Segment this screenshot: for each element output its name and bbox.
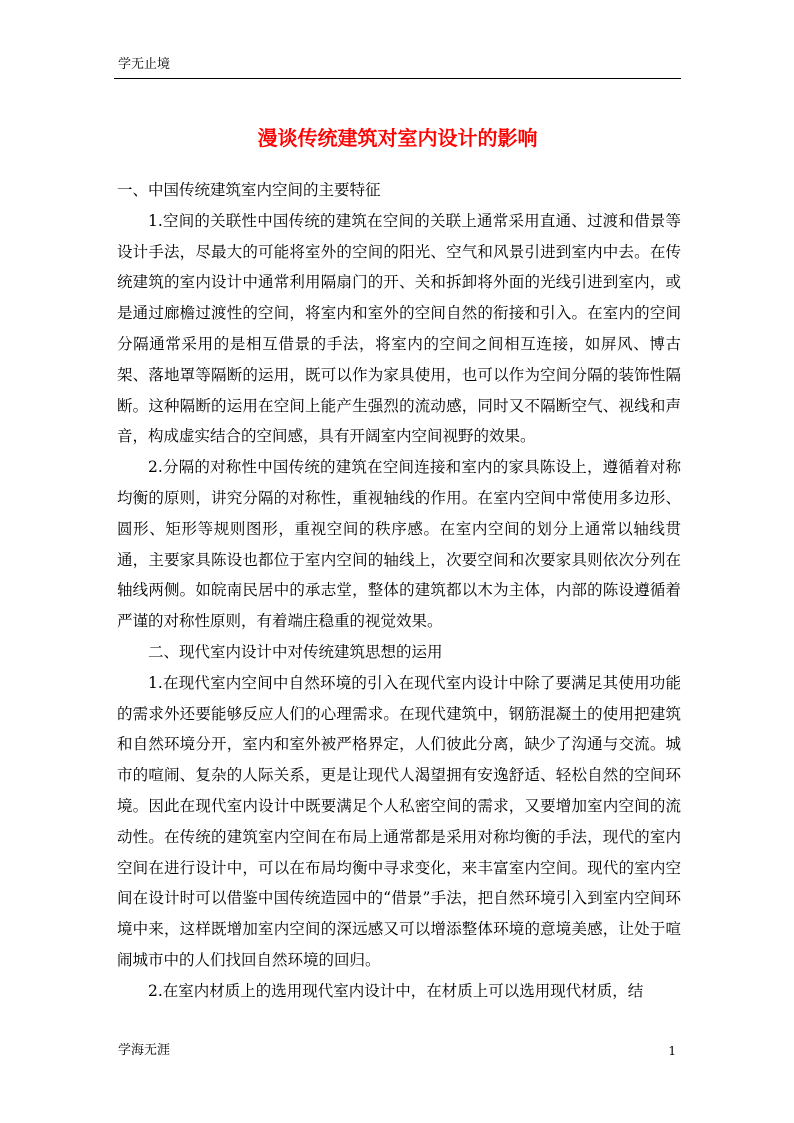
paragraph: 2.在室内材质上的选用现代室内设计中，在材质上可以选用现代材质，结 [148,981,644,1000]
document-body [117,175,681,1007]
paragraph: 1.空间的关联性中国传统的建筑在空间的关联上通常采用直通、过渡和借景等设计手法，尽最大的可能将室外的空间的阳光、空气和风景引进到室内中去。在传统建筑的室内设计中通常利用隔扇门的开、关和拆卸将外面的光线引进到室内，或是通过廊檐过渡性的空间，将室内和室外的空间自然的衔接和引入。在室内的空间分隔通常采用的是相互借景的手法，将室内的空间之间相互连接，如屏风、博古架、落地罩等隔断的运用，既可以作为家具使用，也可以作为空间分隔的装饰性隔断。这种隔断的运用在空间上能产生强烈的流动感，同时又不隔断空气、视线和声音，构成虚实结合的空间感，具有开阔室内空间视野的效果。 [117,211,681,446]
section-heading-2: 二、现代室内设计中对传统建筑思想的运用 [148,642,443,661]
footer-text: 学海无涯 [118,1043,171,1058]
section-heading-1: 一、中国传统建筑室内空间的主要特征 [117,181,381,199]
header-text: 学无止境 [118,57,171,72]
document-title: 漫谈传统建筑对室内设计的影响 [257,126,538,151]
paragraph: 2.分隔的对称性中国传统的建筑在空间连接和室内的家具陈设上，遵循着对称均衡的原则，讲究分隔的对称性，重视轴线的作用。在室内空间中常使用多边形、圆形、矩形等规则图形，重视空间的秩序感。在室内空间的划分上通常以轴线贯通，主要家具陈设也都位于室内空间的轴线上，次要空间和次要家具则依次分列在轴线两侧。如皖南民居中的承志堂，整体的建筑都以木为主体，内部的陈设遵循着严谨的对称性原则，有着端庄稳重的视觉效果。 [117,458,681,631]
page-number: 1 [668,1044,676,1058]
header-divider [114,78,681,79]
paragraph: 1.在现代室内空间中自然环境的引入在现代室内设计中除了要满足其使用功能的需求外还要能够反应人们的心理需求。在现代建筑中，钢筋混凝土的使用把建筑和自然环境分开，室内和室外被严格界定，人们彼此分离，缺少了沟通与交流。城市的喧闹、复杂的人际关系，更是让现代人渴望拥有安逸舒适、轻松自然的空间环境。因此在现代室内设计中既要满足个人私密空间的需求，又要增加室内空间的流动性。在传统的建筑室内空间在布局上通常都是采用对称均衡的手法，现代的室内空间在进行设计中，可以在布局均衡中寻求变化，来丰富室内空间。现代的室内空间在设计时可以借鉴中国传统造园中的“借景”手法，把自然环境引入到室内空间环境中来，这样既增加室内空间的深远感又可以增添整体环境的意境美感，让处于喧闹城市中的人们找回自然环境的回归。 [117,673,681,969]
